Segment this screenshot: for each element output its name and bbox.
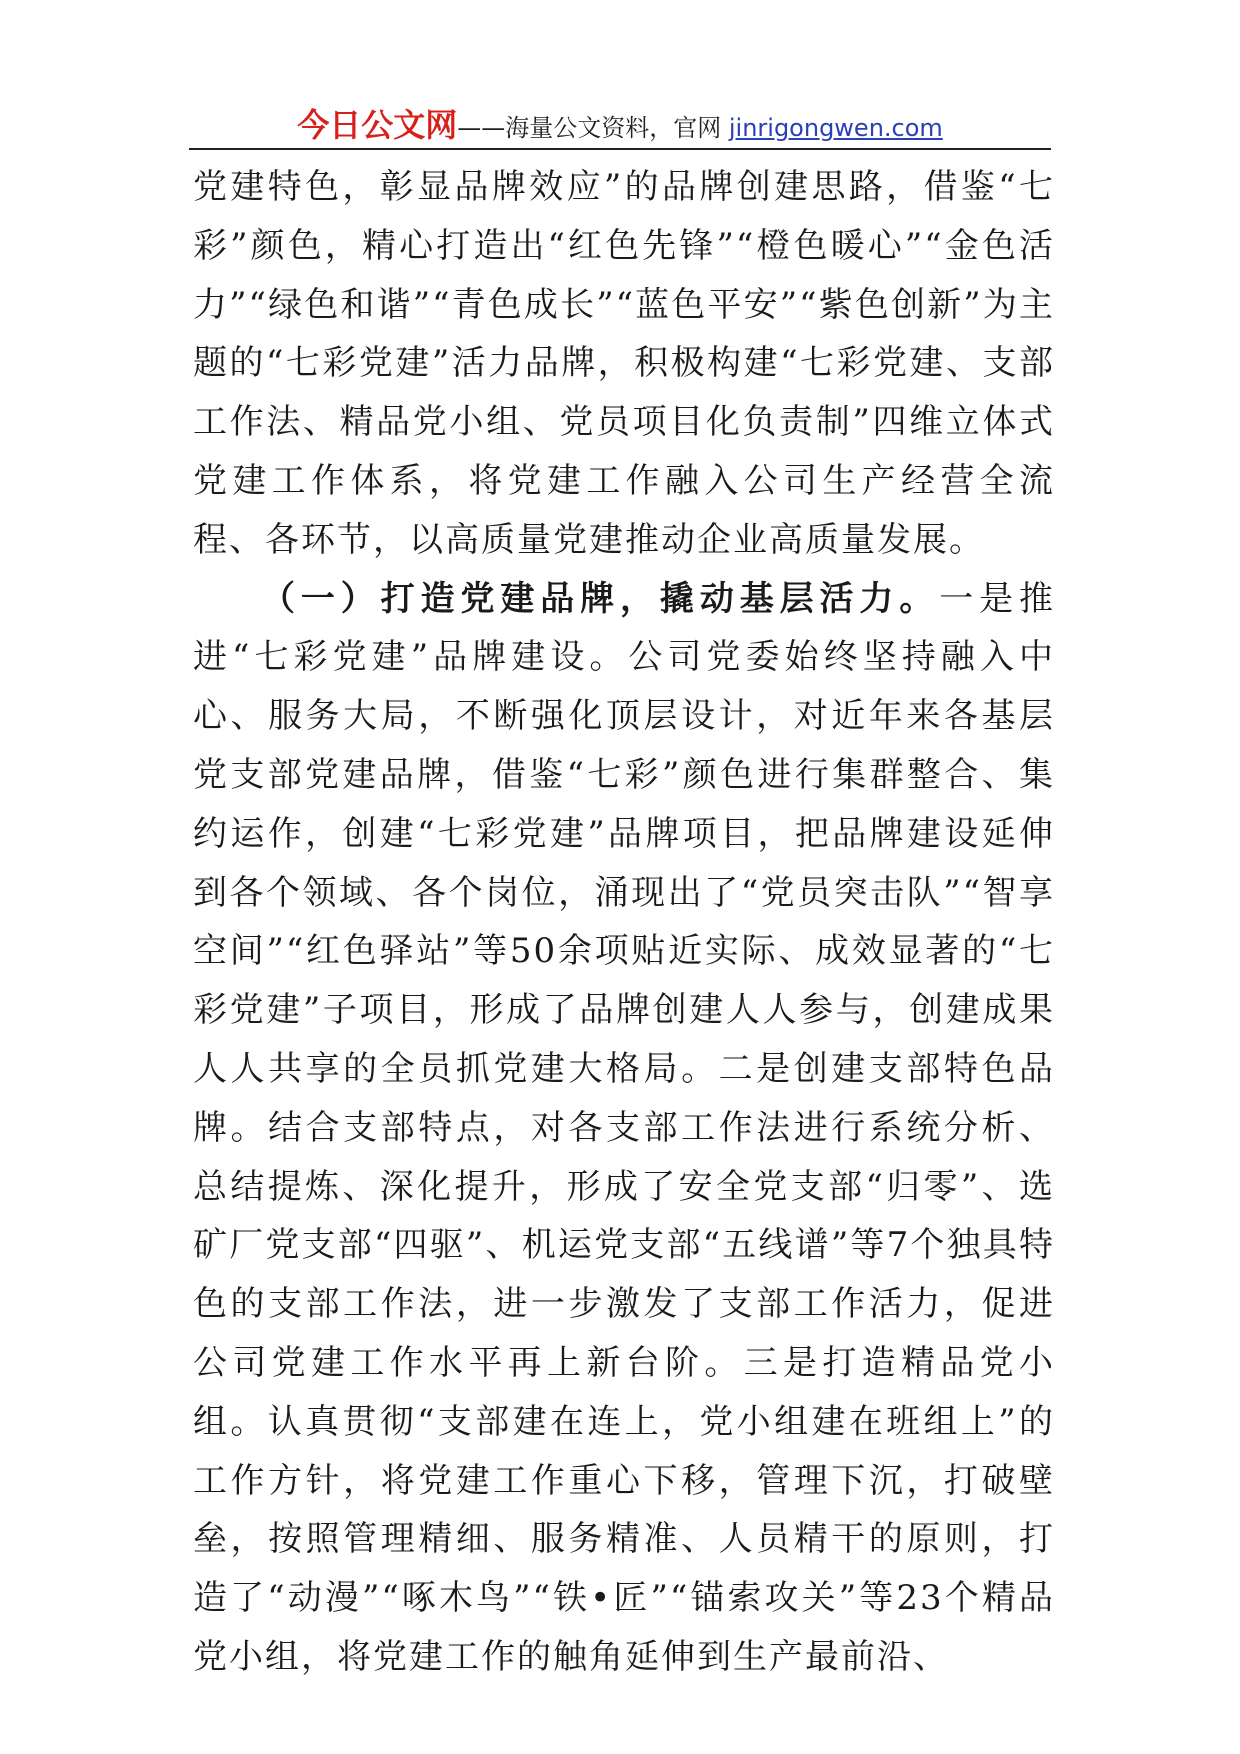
site-header: [0, 100, 1240, 146]
site-tagline: ——海量公文资料，官网: [457, 114, 729, 142]
section-heading: （一）打造党建品牌，撬动基层活力。: [261, 578, 940, 619]
body-paragraph-1: 党建特色，彰显品牌效应”的品牌创建思路，借鉴“七彩”颜色，精心打造出“红色先锋”“橙色暖心”“金色活力”“绿色和谐”“青色成长”“蓝色平安”“紫色创新”为主题的“七彩党建”活力品牌，积极构建“七彩党建、支部工作法、精品党小组、党员项目化负责制”四维立体式党建工作体系，将党建工作融入公司生产经营全流程、各环节，以高质量党建推动企业高质量发展。: [193, 167, 1055, 560]
header-divider: [189, 148, 1051, 150]
site-link[interactable]: jinrigongwen.com: [728, 114, 943, 142]
document-body: [193, 158, 1055, 1687]
section-text: 一是推进“七彩党建”品牌建设。公司党委始终坚持融入中心、服务大局，不断强化顶层设计，对近年来各基层党支部党建品牌，借鉴“七彩”颜色进行集群整合、集约运作，创建“七彩党建”品牌项目，把品牌建设延伸到各个领域、各个岗位，涌现出了“党员突击队”“智享空间”“红色驿站”等50余项贴近实际、成效显著的“七彩党建”子项目，形成了品牌创建人人参与，创建成果人人共享的全员抓党建大格局。二是创建支部特色品牌。结合支部特点，对各支部工作法进行系统分析、总结提炼、深化提升，形成了安全党支部“归零”、选矿厂党支部“四驱”、机运党支部“五线谱”等7个独具特色的支部工作法，进一步激发了支部工作活力，促进公司党建工作水平再上新台阶。三是打造精品党小组。认真贯彻“支部建在连上，党小组建在班组上”的工作方针，将党建工作重心下移，管理下沉，打破壁垒，按照管理精细、服务精准、人员精干的原则，打造了“动漫”“啄木鸟”“铁•匠”“锚索攻关”等23个精品党小组，将党建工作的触角延伸到生产最前沿、: [193, 578, 1056, 1677]
site-brand: 今日公文网: [297, 106, 458, 144]
body-paragraph-2: [193, 570, 1055, 1687]
